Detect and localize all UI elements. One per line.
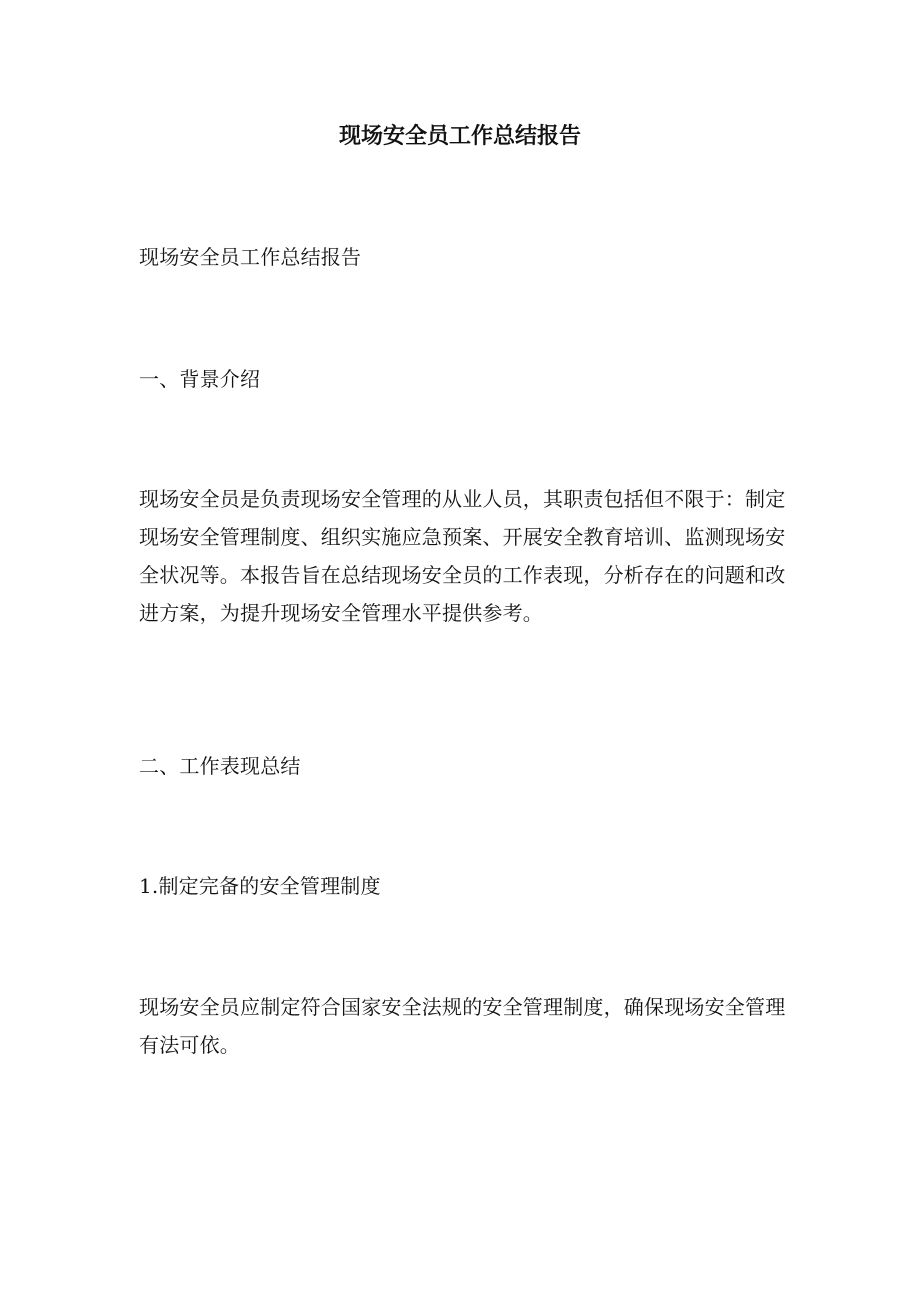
item-heading-safety-system: 1.制定完备的安全管理制度 bbox=[139, 874, 381, 898]
section-heading-background: 一、背景介绍 bbox=[139, 367, 261, 391]
document-subtitle: 现场安全员工作总结报告 bbox=[139, 245, 362, 269]
background-paragraph: 现场安全员是负责现场安全管理的从业人员，其职责包括但不限于：制定现场安全管理制度、组织实施应急预案、开展安全教育培训、监测现场安全状况等。本报告旨在总结现场安全员的工作表现，分析存在的问题和改进方案，为提升现场安全管理水平提供参考。 bbox=[139, 487, 786, 625]
safety-system-paragraph: 现场安全员应制定符合国家安全法规的安全管理制度，确保现场安全管理有法可依。 bbox=[139, 995, 786, 1057]
section-heading-performance: 二、工作表现总结 bbox=[139, 754, 301, 778]
document-title: 现场安全员工作总结报告 bbox=[338, 123, 581, 149]
